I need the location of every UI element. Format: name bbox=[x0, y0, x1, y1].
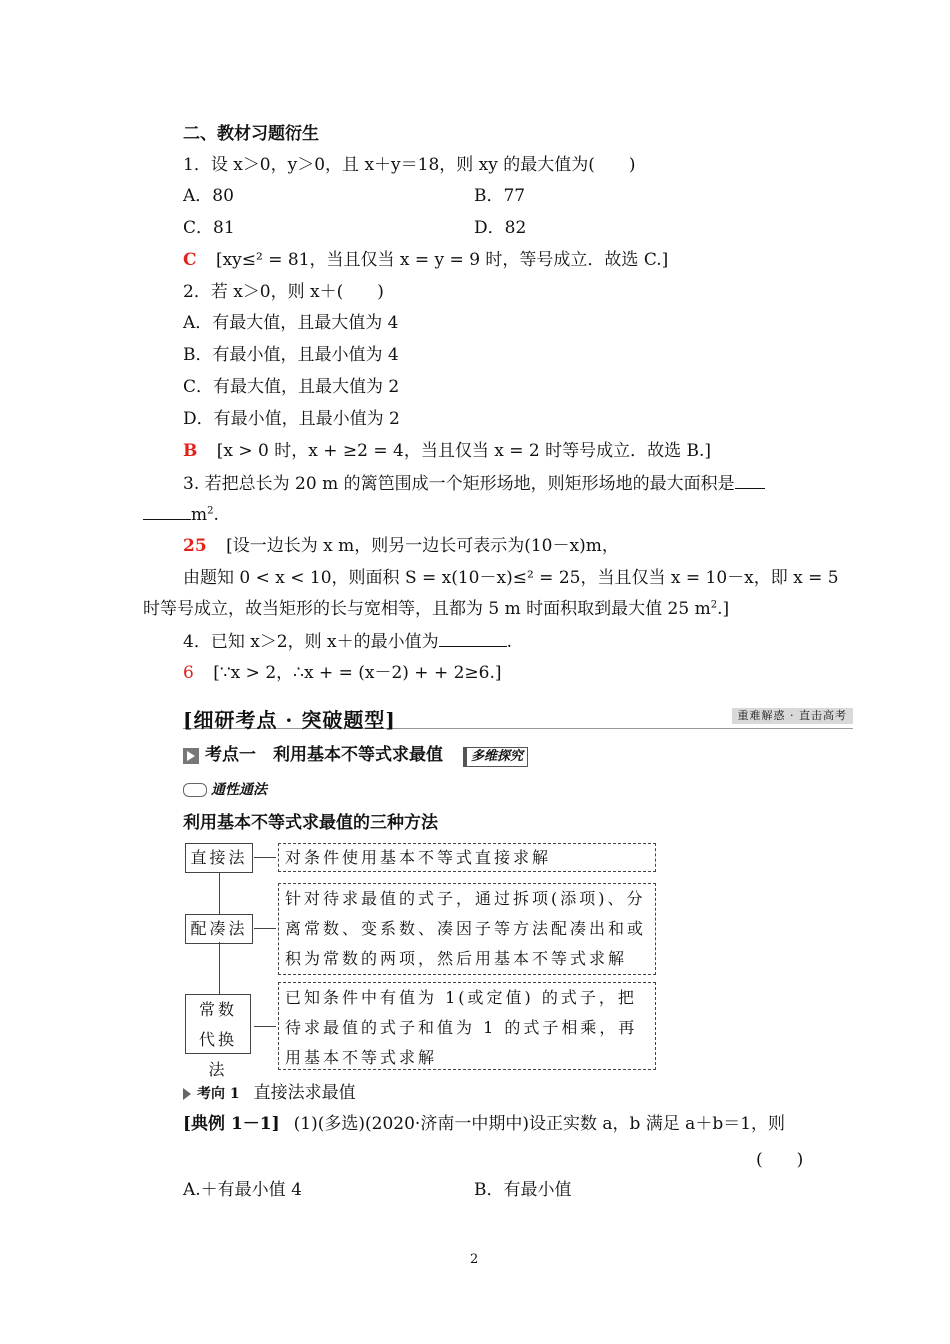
q3-stem bbox=[183, 472, 765, 495]
method-box-combine: 配凑法 bbox=[185, 914, 253, 944]
section-title: 二、教材习题衍生 bbox=[183, 124, 319, 144]
q2-option-a: A．有最大值，且最大值为 4 bbox=[183, 313, 399, 333]
q1-option-c: C．81 bbox=[183, 218, 235, 238]
q4-blank[interactable] bbox=[439, 630, 507, 647]
topic-title: 考点一 利用基本不等式求最值 bbox=[205, 745, 443, 765]
example-option-a: A.＋有最小值 4 bbox=[183, 1180, 302, 1200]
q1-stem: 1．设 x＞0，y＞0，且 x＋y＝18，则 xy 的最大值为( ) bbox=[183, 155, 636, 175]
example-line bbox=[183, 1113, 785, 1135]
play-marker-icon bbox=[183, 748, 199, 764]
q2-stem: 2．若 x＞0，则 x＋( ) bbox=[183, 282, 384, 302]
example-option-b: B．有最小值 bbox=[474, 1180, 572, 1200]
banner-tag: 重难解惑 · 直击高考 bbox=[732, 708, 854, 724]
method-desc-combine: 针对待求最值的式子，通过拆项(添项)、分离常数、变系数、凑因子等方法配凑出和或积为常数的两项，然后用基本不等式求解 bbox=[278, 883, 656, 975]
q4-answer-text: [∵x > 2，∴x + = (x－2) + + 2≥6.] bbox=[213, 663, 502, 683]
q2-answer-text: [x > 0 时，x + ≥2 = 4，当且仅当 x = 2 时等号成立．故选 B.] bbox=[216, 441, 712, 461]
q3-blank-part2[interactable] bbox=[143, 503, 191, 520]
connector-direct bbox=[254, 857, 276, 859]
q3-answer-letter: 25 bbox=[183, 536, 207, 556]
methods-subtitle: 利用基本不等式求最值的三种方法 bbox=[183, 813, 438, 833]
q3-unit: m bbox=[191, 505, 208, 525]
arrow-cloud-icon bbox=[183, 783, 207, 797]
q4-end: . bbox=[506, 632, 513, 652]
direction-title: 直接法求最值 bbox=[253, 1083, 356, 1103]
tree-line-1 bbox=[219, 872, 220, 914]
topic-badge: 多维探究 bbox=[463, 747, 528, 767]
q1-option-b: B．77 bbox=[474, 186, 526, 206]
triangle-marker-icon bbox=[183, 1088, 191, 1100]
q4-answer bbox=[183, 662, 502, 684]
q3-answer-line3b: .] bbox=[717, 599, 730, 619]
general-method-text: 通性通法 bbox=[211, 782, 267, 798]
direction-label: 考向 1 bbox=[197, 1086, 240, 1102]
banner-title: [细研考点 · 突破题型] bbox=[183, 708, 396, 732]
q1-option-a: A．80 bbox=[183, 186, 234, 206]
q1-option-d: D．82 bbox=[474, 218, 527, 238]
connector-combine bbox=[254, 928, 276, 930]
page-number: 2 bbox=[470, 1252, 479, 1267]
q1-answer-letter: C bbox=[183, 250, 197, 270]
q4-stem bbox=[183, 630, 512, 653]
q2-answer bbox=[183, 440, 711, 462]
method-desc-direct: 对条件使用基本不等式直接求解 bbox=[278, 843, 656, 872]
topic-heading bbox=[183, 744, 528, 767]
q3-blank-part1[interactable] bbox=[735, 472, 765, 489]
q3-answer-line1: [设一边长为 x m，则另一边长可表示为(10－x)m， bbox=[226, 536, 619, 556]
method-box-constant: 常数代换法 bbox=[185, 994, 251, 1054]
example-paren: ( ) bbox=[756, 1150, 804, 1170]
q3-answer bbox=[183, 535, 619, 557]
method-desc-constant: 已知条件中有值为 1(或定值) 的式子，把待求最值的式子和值为 1 的式子相乘，再用基本不等式求解 bbox=[278, 982, 656, 1070]
example-text: (1)(多选)(2020·济南一中期中)设正实数 a，b 满足 a＋b＝1，则 bbox=[293, 1114, 786, 1134]
q3-answer-sup: 2 bbox=[710, 599, 718, 611]
q2-option-b: B．有最小值，且最小值为 4 bbox=[183, 345, 399, 365]
q3-answer-line3 bbox=[143, 598, 729, 620]
q3-stem-cont bbox=[143, 503, 219, 526]
q3-end: . bbox=[213, 505, 219, 525]
q2-option-c: C．有最大值，且最大值为 2 bbox=[183, 377, 400, 397]
q1-answer-text: [xy≤² = 81，当且仅当 x = y = 9 时，等号成立．故选 C.] bbox=[215, 250, 669, 270]
q3-stem-text: 3. 若把总长为 20 m 的篱笆围成一个矩形场地，则矩形场地的最大面积是 bbox=[183, 474, 735, 494]
q4-answer-letter: 6 bbox=[183, 663, 194, 683]
example-label: [典例 1－1] bbox=[183, 1114, 280, 1134]
q2-option-d: D．有最小值，且最小值为 2 bbox=[183, 409, 400, 429]
q3-answer-line2: 由题知 0 < x < 10，则面积 S = x(10－x)≤² = 25，当且仅当 x = 10－x，即 x = 5 bbox=[183, 568, 839, 588]
section-banner bbox=[183, 704, 853, 732]
connector-constant bbox=[254, 1026, 276, 1028]
q4-stem-text: 4．已知 x＞2，则 x＋的最小值为 bbox=[183, 632, 439, 652]
general-method-label bbox=[183, 779, 267, 801]
q1-answer bbox=[183, 249, 668, 271]
q2-answer-letter: B bbox=[183, 441, 198, 461]
direction-heading bbox=[183, 1082, 356, 1105]
q3-unit-sup: 2 bbox=[207, 505, 214, 517]
tree-line-2 bbox=[219, 942, 220, 994]
q3-answer-line3a: 时等号成立，故当矩形的长与宽相等，且都为 5 m 时面积取到最大值 25 m bbox=[143, 599, 711, 619]
method-box-direct: 直接法 bbox=[185, 843, 253, 873]
